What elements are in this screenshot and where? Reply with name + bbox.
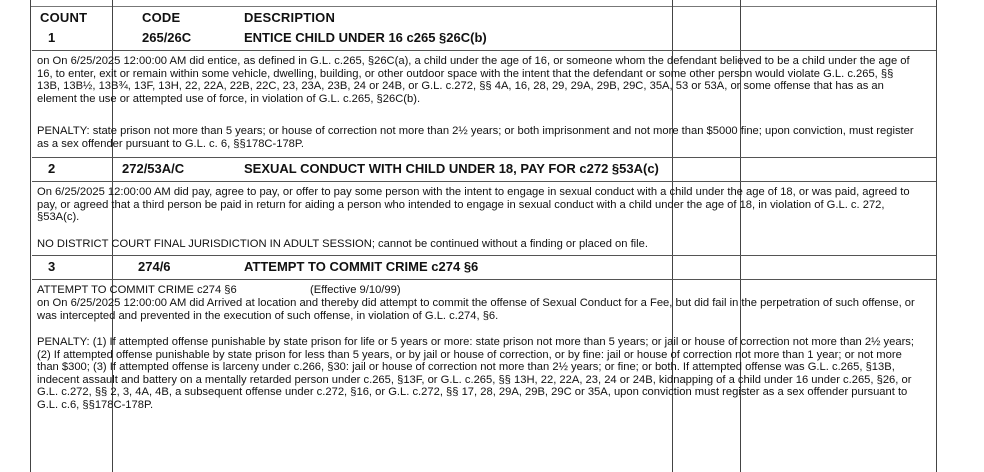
count-2-rule <box>32 181 936 182</box>
top-border <box>30 6 936 7</box>
count-3-penalty-text: PENALTY: (1) If attempted offense punishable by state prison for life or 5 years or more: state prison not more than 5 years; or jail or house of correction not more than 2½ years; (2) If attempted offense punishable by state prison for less than 5 years, or by jail or house of correction, or by fine: jail or house of correction not more than 1 year; or not more than $300; (3) If attempted offense is larceny under c.266, §30: jail or house of correction not more than 2½ years; or fine; or both. If attempted offense was G.L. c.265, §13B, indecent assault and battery on a mentally retarded person under c.265, §13F, or G.L. c.265, §§ 13H, 22, 22A, 23, 24 or 24B, kidnapping of a child under 16 under c.265, §26, or G.L. c.272, §§ 2, 3, 4A, 4B, a subsequent offense under c.272, §16, or G.L. c.272, §§ 17, 28, 29A, 29B, 29C or 35A, upon conviction must register as a sex offender pursuant to G.L. c.6, §§178C-178P. <box>37 336 915 411</box>
count-3-top-rule <box>32 255 936 256</box>
count-1-charge-text: on On 6/25/2025 12:00:00 AM did entice, as defined in G.L. c.265, §26C(a), a child under the age of 16, or someone whom the defendant believed to be a child under the age of 16, to enter, exit or remain within some vehicle, dwelling, building, or other outdoor space with the intent that the defendant or some other person would violate G.L. c.265, §§ 13B, 13B½, 13B¾, 13F, 13H, 22, 22A, 22B, 22C, 23, 23A, 23B, 24 or 24B, or G.L. c.272, §§ 4A, 16, 28, 29, 29A, 29B, 29C, 35A, 53 or 53A, or some offense that has as an element the use or attempted use of force, in violation of G.L. c.265, §26C(b). <box>37 55 910 105</box>
header-count: COUNT <box>40 10 88 25</box>
count-3-title: ATTEMPT TO COMMIT CRIME c274 §6 <box>244 259 479 274</box>
left-border-line <box>30 0 31 472</box>
count-1-number: 1 <box>48 30 56 45</box>
right-border-line <box>936 0 937 472</box>
count-2-number: 2 <box>48 161 56 176</box>
count-3-rule <box>32 279 936 280</box>
count-2-title: SEXUAL CONDUCT WITH CHILD UNDER 18, PAY FOR c272 §53A(c) <box>244 161 659 176</box>
count-2-penalty-text: NO DISTRICT COURT FINAL JURISDICTION IN ADULT SESSION; cannot be continued without a finding or placed on file. <box>37 238 648 250</box>
count-2-charge-text: On 6/25/2025 12:00:00 AM did pay, agree to pay, or offer to pay some person with the intent to engage in sexual conduct with a child under the age of 18, or was paid, agreed to pay, or agreed that a third person be paid in return for aiding a person who intended to engage in sexual conduct with a child under the age of 18, in violation of G.L. c. 272, §53A(c). <box>37 186 910 224</box>
count-1-title: ENTICE CHILD UNDER 16 c265 §26C(b) <box>244 30 487 45</box>
count-1-code: 265/26C <box>142 30 192 45</box>
count-3-subtitle: ATTEMPT TO COMMIT CRIME c274 §6 <box>37 284 237 296</box>
count-2-top-rule <box>32 157 936 158</box>
header-code: CODE <box>142 10 181 25</box>
count-3-number: 3 <box>48 259 56 274</box>
header-description: DESCRIPTION <box>244 10 336 25</box>
count-3-charge-text: on On 6/25/2025 12:00:00 AM did Arrived at location and thereby did attempt to commit the offense of Sexual Conduct for a Fee, but did fail in the perpetration of such offense, or was intercepted and prevented in the execution of such offense, in violation of G.L. c.274, §6. <box>37 297 915 322</box>
count-3-effective: (Effective 9/10/99) <box>310 284 401 296</box>
count-2-code: 272/53A/C <box>122 161 185 176</box>
count-1-rule <box>32 50 936 51</box>
count-3-code: 274/6 <box>138 259 171 274</box>
count-1-penalty-text: PENALTY: state prison not more than 5 years; or house of correction not more than 2½ years; or both imprisonment and not more than $5000 fine; upon conviction, must register as a sex offender pursuant to G.L. c. 6, §§178C-178P. <box>37 125 914 150</box>
